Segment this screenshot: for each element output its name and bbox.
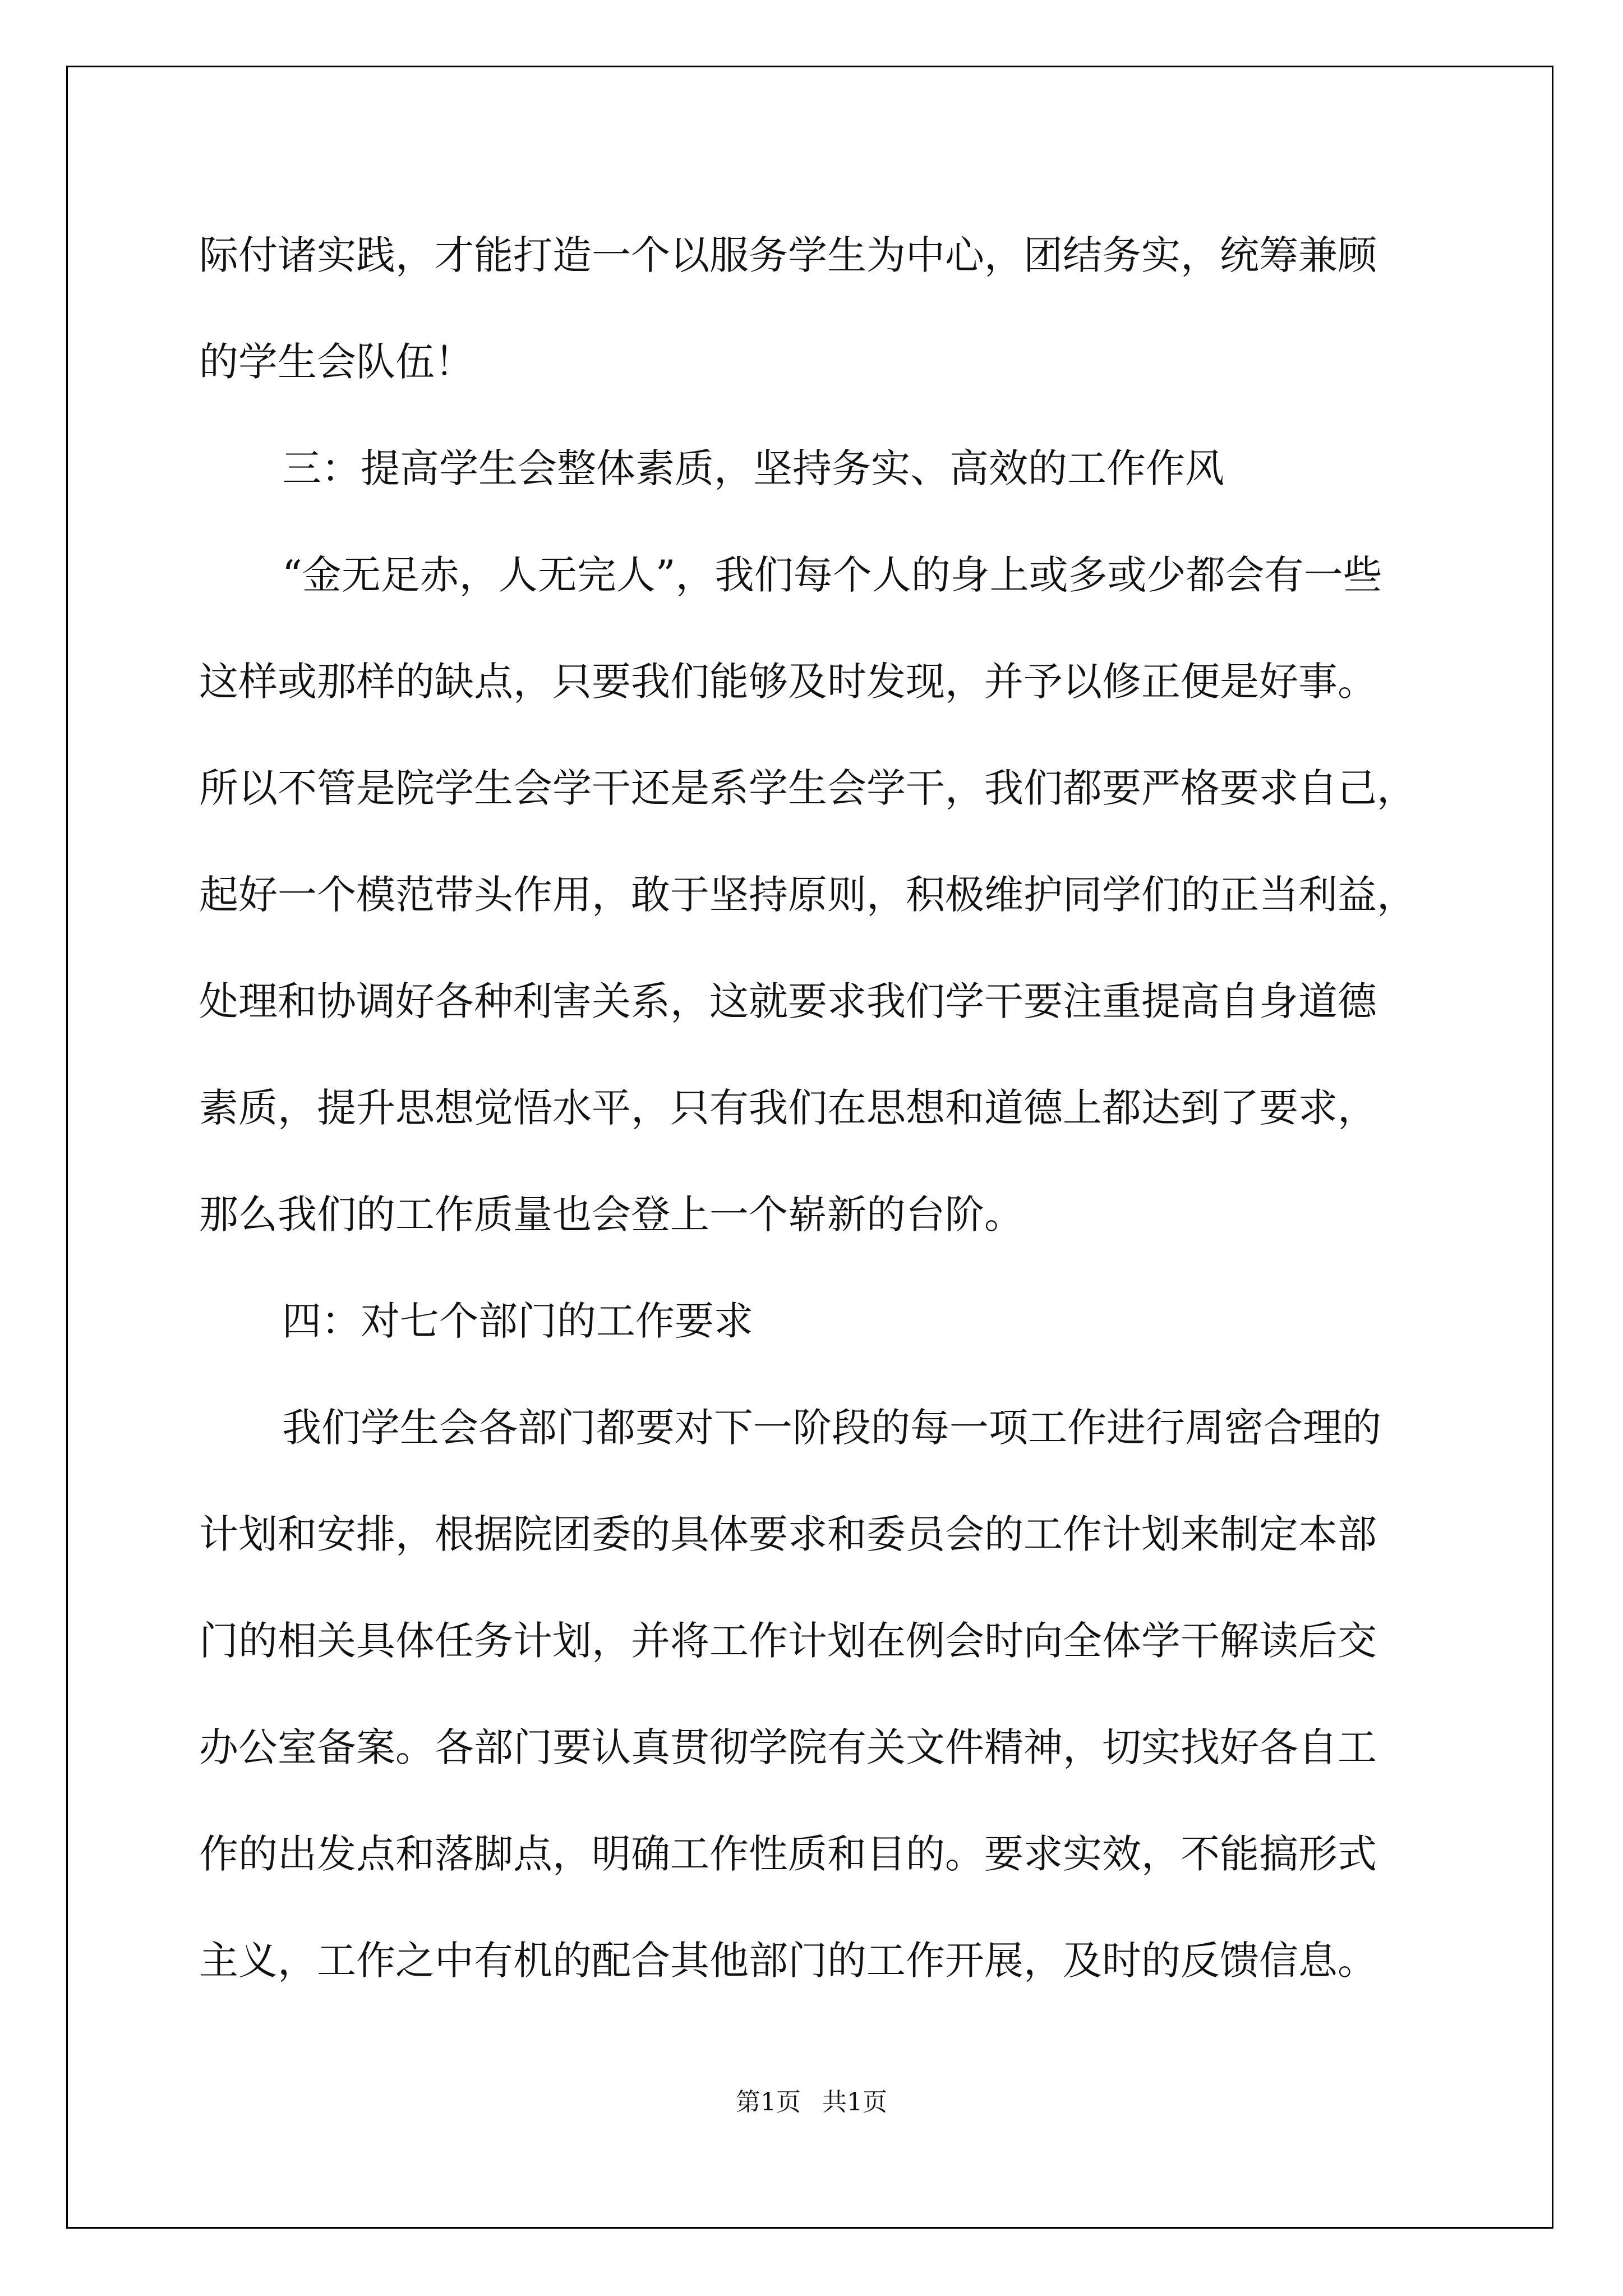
text-line: 门的相关具体任务计划，并将工作计划在例会时向全体学干解读后交 xyxy=(199,1618,1377,1664)
page-footer xyxy=(0,2086,1623,2119)
text-line: 主义，工作之中有机的配合其他部门的工作开展，及时的反馈信息。 xyxy=(199,1938,1377,1984)
section-heading: 三：提高学生会整体素质，坚持务实、高效的工作作风 xyxy=(282,445,1224,491)
section-heading: 四：对七个部门的工作要求 xyxy=(282,1298,753,1344)
document-body xyxy=(199,202,1433,2014)
text-line: 这样或那样的缺点，只要我们能够及时发现，并予以修正便是好事。 xyxy=(199,659,1377,705)
text-line: 办公室备案。各部门要认真贯彻学院有关文件精神，切实找好各自工 xyxy=(199,1724,1377,1770)
text-line: 所以不管是院学生会学干还是系学生会学干，我们都要严格要求自己， xyxy=(199,765,1416,811)
text-line: 处理和协调好各种利害关系，这就要求我们学干要注重提高自身道德 xyxy=(199,978,1377,1024)
page-total: 共1页 xyxy=(822,2088,887,2116)
text-line: 计划和安排，根据院团委的具体要求和委员会的工作计划来制定本部 xyxy=(199,1511,1377,1557)
page-number: 第1页 xyxy=(736,2088,801,2116)
text-line: 际付诸实践，才能打造一个以服务学生为中心，团结务实，统筹兼顾 xyxy=(199,232,1377,278)
text-line: 起好一个模范带头作用，敢于坚持原则，积极维护同学们的正当利益， xyxy=(199,872,1416,918)
text-line: 作的出发点和落脚点，明确工作性质和目的。要求实效，不能搞形式 xyxy=(199,1831,1377,1877)
text-line: 的学生会队伍！ xyxy=(199,339,474,385)
text-line: 素质，提升思想觉悟水平，只有我们在思想和道德上都达到了要求， xyxy=(199,1085,1377,1131)
text-line: 我们学生会各部门都要对下一阶段的每一项工作进行周密合理的 xyxy=(282,1405,1381,1451)
text-line: 那么我们的工作质量也会登上一个崭新的台阶。 xyxy=(199,1191,1023,1237)
text-line: “金无足赤，人无完人”，我们每个人的身上或多或少都会有一些 xyxy=(282,552,1382,598)
